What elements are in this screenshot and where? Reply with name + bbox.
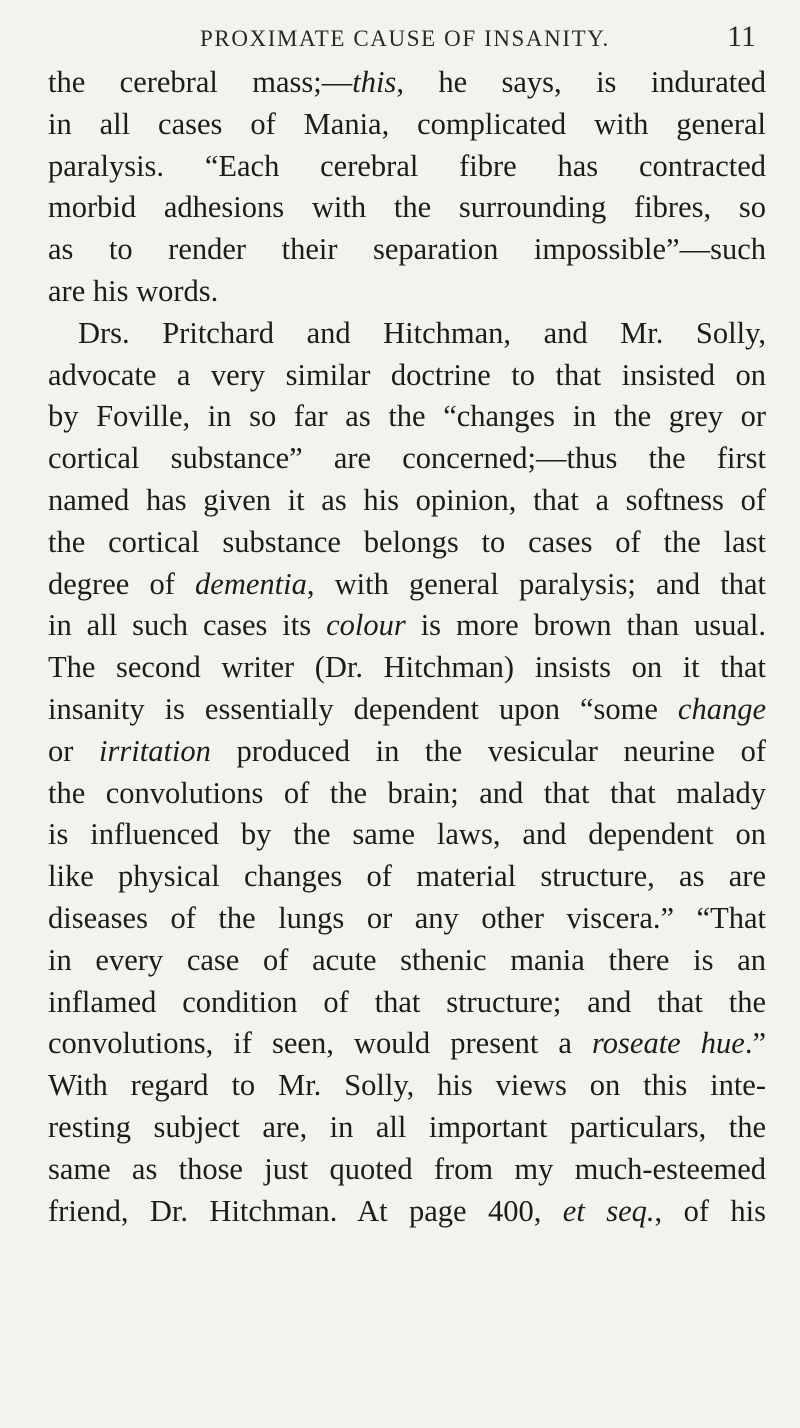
text-line: diseases of the lungs or any other viscera.” “That bbox=[48, 900, 766, 935]
text-line: like physical changes of material structure, as are bbox=[48, 859, 766, 894]
text-line: the cortical substance belongs to cases of the last bbox=[48, 524, 766, 559]
text-line: convolutions, if seen, would present a roseate hue.” bbox=[48, 1026, 766, 1061]
running-title: PROXIMATE CAUSE OF INSANITY. bbox=[200, 26, 610, 51]
text-line: or irritation produced in the vesicular neurine of bbox=[48, 733, 766, 768]
page-number: 11 bbox=[727, 20, 756, 53]
text-line: the convolutions of the brain; and that that malady bbox=[48, 775, 766, 810]
body-text bbox=[48, 62, 766, 1232]
text-line: advocate a very similar doctrine to that insisted on bbox=[48, 357, 766, 392]
text-line: are his words. bbox=[48, 273, 219, 308]
text-line: friend, Dr. Hitchman. At page 400, et seq., of his bbox=[48, 1193, 766, 1228]
text-line: is influenced by the same laws, and dependent on bbox=[48, 817, 766, 852]
text-line: With regard to Mr. Solly, his views on this inte- bbox=[48, 1068, 766, 1103]
text-line: the cerebral mass;—this, he says, is indurated bbox=[48, 65, 767, 99]
text-line: named has given it as his opinion, that a softness of bbox=[48, 482, 766, 517]
text-line: inflamed condition of that structure; and that the bbox=[48, 984, 766, 1019]
text-line: same as those just quoted from my much-esteemed bbox=[48, 1151, 766, 1186]
text-line: The second writer (Dr. Hitchman) insists on it that bbox=[48, 650, 766, 685]
text-line: as to render their separation impossible”—such bbox=[48, 232, 766, 267]
text-line: in all cases of Mania, complicated with general bbox=[48, 106, 766, 141]
text-line: in all such cases its colour is more brown than usual. bbox=[48, 608, 766, 643]
text-line: morbid adhesions with the surrounding fibres, so bbox=[48, 190, 766, 225]
text-line: insanity is essentially dependent upon “some change bbox=[48, 691, 766, 726]
text-line: paralysis. “Each cerebral fibre has contracted bbox=[48, 148, 766, 183]
text-line: in every case of acute sthenic mania there is an bbox=[48, 942, 766, 977]
text-line: degree of dementia, with general paralysis; and that bbox=[48, 566, 766, 601]
text-line: Drs. Pritchard and Hitchman, and Mr. Solly, bbox=[78, 315, 766, 350]
text-line: cortical substance” are concerned;—thus the first bbox=[48, 441, 766, 476]
text-line: by Foville, in so far as the “changes in the grey or bbox=[48, 399, 766, 434]
text-line: resting subject are, in all important particulars, the bbox=[48, 1109, 766, 1144]
running-header bbox=[48, 0, 766, 62]
